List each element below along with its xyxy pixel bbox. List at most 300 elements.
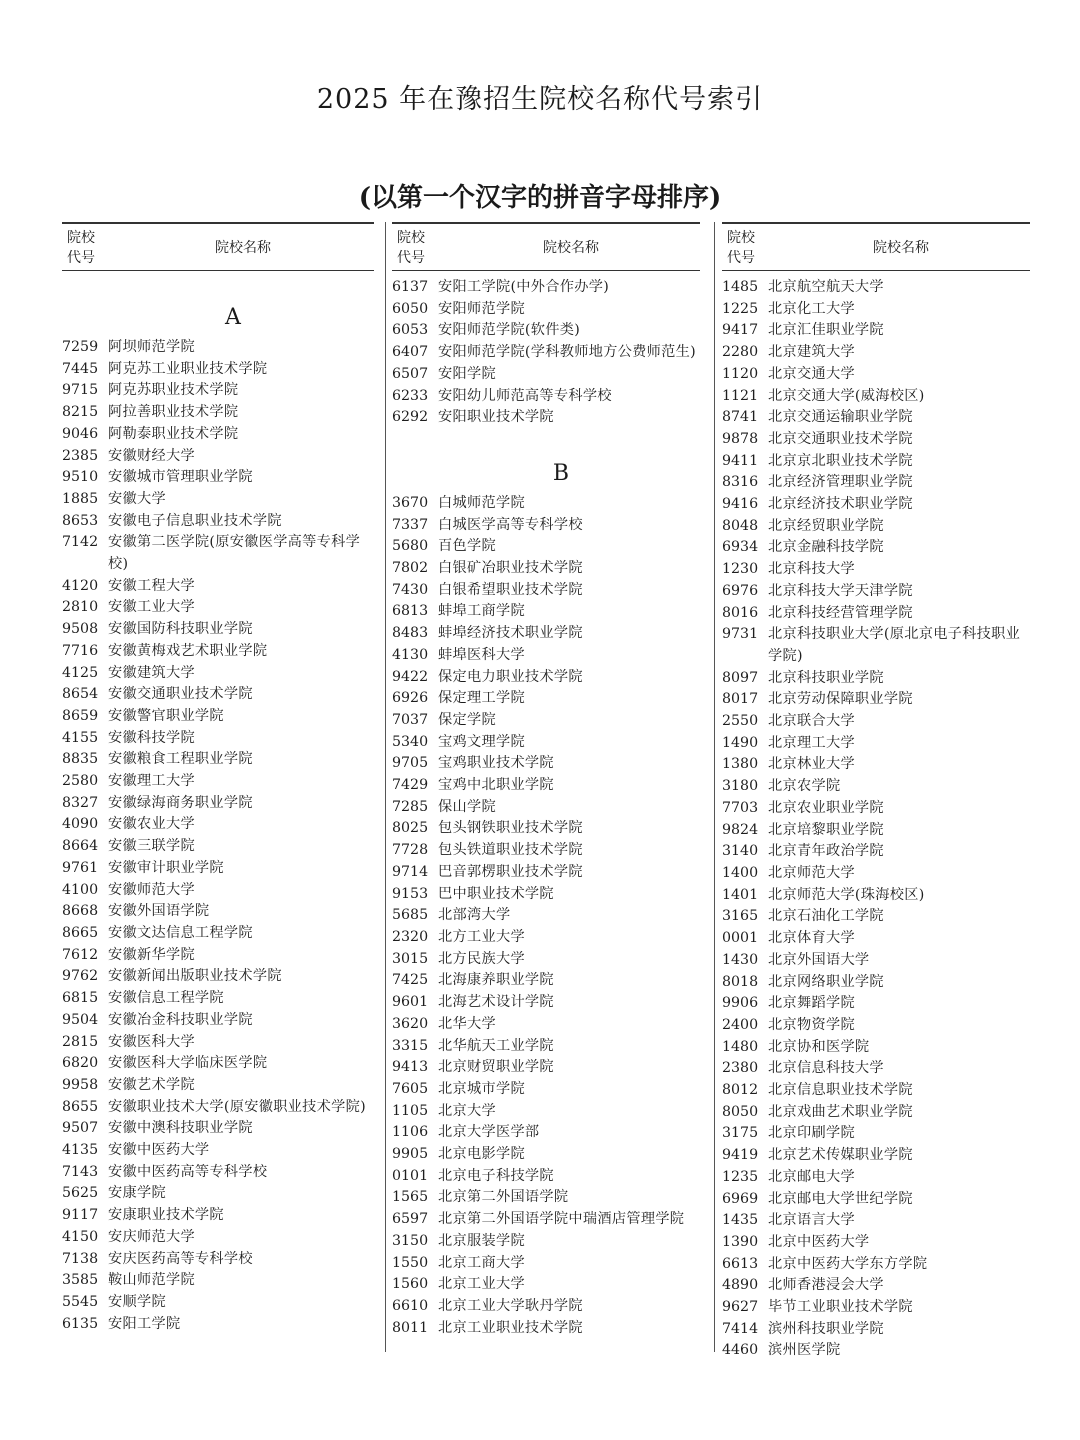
school-code: 1121 — [722, 387, 759, 404]
school-name: 北京联合大学 — [768, 713, 855, 730]
school-code: 9413 — [392, 1059, 429, 1076]
index-row — [62, 1075, 374, 1097]
index-row — [62, 684, 374, 706]
school-code: 9510 — [62, 469, 99, 486]
index-row — [62, 1205, 374, 1227]
school-code: 8025 — [392, 820, 429, 837]
school-code: 7138 — [62, 1250, 99, 1267]
page-title: 2025 年在豫招生院校名称代号索引 — [316, 84, 764, 115]
school-code: 5685 — [392, 907, 429, 924]
school-name: 宝鸡文理学院 — [438, 733, 525, 750]
school-name: 北京财贸职业学院 — [438, 1059, 554, 1076]
school-code: 9601 — [392, 994, 429, 1011]
header-name-label: 院校名称 — [215, 240, 271, 256]
school-name: 安徽财经大学 — [108, 447, 195, 464]
school-name: 安徽师范大学 — [108, 881, 195, 898]
index-row — [722, 581, 1030, 603]
school-code: 2810 — [62, 599, 99, 616]
school-code: 8050 — [722, 1103, 759, 1120]
school-code: 6813 — [392, 603, 429, 620]
school-name: 蚌埠医科大学 — [438, 646, 525, 663]
school-name: 北京艺术传媒职业学院 — [768, 1147, 913, 1164]
school-code: 5545 — [62, 1293, 99, 1310]
school-name: 北京交通大学(威海校区) — [768, 387, 925, 404]
school-code: 6050 — [392, 300, 429, 317]
school-code: 3140 — [722, 843, 759, 860]
school-code: 9762 — [62, 968, 99, 985]
school-code: 6597 — [392, 1211, 429, 1228]
index-row — [62, 1270, 374, 1292]
school-code: 6820 — [62, 1055, 99, 1072]
school-name: 安徽外国语学院 — [108, 903, 210, 920]
school-name: 北京服装学院 — [438, 1232, 525, 1249]
index-row — [392, 601, 700, 623]
school-name: 安徽城市管理职业学院 — [108, 469, 253, 486]
school-code: 5680 — [392, 538, 429, 555]
school-name: 安阳工学院(中外合作办学) — [438, 279, 610, 295]
index-row — [392, 949, 700, 971]
school-name: 阿拉善职业技术学院 — [108, 404, 239, 421]
school-code: 4125 — [62, 664, 99, 681]
school-code: 7285 — [392, 798, 429, 815]
page-subtitle: (以第一个汉字的拼音字母排序) — [358, 183, 722, 213]
school-name: 安徽中医药高等专科学校 — [108, 1163, 268, 1180]
school-code: 9508 — [62, 621, 99, 638]
school-name: 安徽农业大学 — [108, 816, 195, 833]
school-code: 1380 — [722, 756, 759, 773]
school-name: 安阳师范学院 — [438, 300, 525, 317]
school-code: 6407 — [392, 344, 429, 361]
index-row — [392, 320, 700, 342]
school-name: 保山学院 — [438, 798, 496, 815]
index-row — [722, 472, 1030, 494]
school-name: 安徽绿海商务职业学院 — [108, 794, 253, 811]
school-code: 9958 — [62, 1076, 99, 1093]
school-name: 安徽三联学院 — [108, 838, 195, 855]
school-name: 鞍山师范学院 — [108, 1272, 195, 1289]
school-name: 百色学院 — [438, 538, 496, 555]
school-code: 2385 — [62, 447, 99, 464]
school-name: 北京工业大学 — [438, 1276, 525, 1293]
index-row — [392, 667, 700, 689]
school-code: 9731 — [722, 626, 759, 643]
school-name: 北京城市学院 — [438, 1080, 525, 1097]
school-code: 1120 — [722, 365, 759, 382]
index-row — [62, 923, 374, 945]
index-row — [62, 1118, 374, 1140]
school-name: 保定电力职业技术学院 — [438, 668, 583, 685]
index-row — [392, 840, 700, 862]
school-name: 白城医学高等专科学校 — [438, 516, 583, 533]
index-row — [62, 446, 374, 468]
index-row — [722, 711, 1030, 733]
school-code: 6969 — [722, 1190, 759, 1207]
index-row — [392, 905, 700, 927]
school-name: 北京印刷学院 — [768, 1125, 855, 1142]
school-name: 北京汇佳职业学院 — [768, 322, 884, 339]
school-name: 安徽医科大学临床医学院 — [108, 1055, 268, 1072]
school-code: 4155 — [62, 729, 99, 746]
school-code: 0101 — [392, 1167, 429, 1184]
school-name: 北京农学院 — [768, 778, 841, 795]
school-name: 北方工业大学 — [438, 928, 525, 945]
school-name: 北京协和医学院 — [768, 1038, 870, 1055]
school-code: 8835 — [62, 751, 99, 768]
index-row — [722, 320, 1030, 342]
index-row — [722, 668, 1030, 690]
school-code: 9507 — [62, 1120, 99, 1137]
school-name: 北海艺术设计学院 — [438, 994, 554, 1011]
school-code: 8048 — [722, 517, 759, 534]
school-code: 9411 — [722, 452, 759, 469]
school-name: 宝鸡职业技术学院 — [438, 755, 554, 772]
school-name: 安徽审计职业学院 — [108, 859, 224, 876]
index-row — [722, 1340, 1030, 1362]
index-row — [62, 1010, 374, 1032]
school-name: 北京科技职业大学(原北京电子科技职业学院) — [768, 626, 1021, 664]
school-code: 1435 — [722, 1212, 759, 1229]
school-name: 北京交通职业技术学院 — [768, 430, 913, 447]
index-row — [62, 771, 374, 793]
school-name: 安徽理工大学 — [108, 773, 195, 790]
index-row — [392, 775, 700, 797]
school-name: 包头铁道职业技术学院 — [438, 842, 583, 859]
school-code: 8011 — [392, 1319, 429, 1336]
school-name: 安徽科技学院 — [108, 729, 195, 746]
school-name: 安徽新闻出版职业技术学院 — [108, 968, 282, 985]
index-row — [722, 1275, 1030, 1297]
school-code: 7425 — [392, 972, 429, 989]
column-rows — [62, 271, 374, 1335]
school-name: 北京理工大学 — [768, 734, 855, 751]
school-name: 北京外国语大学 — [768, 951, 870, 968]
school-name: 毕节工业职业技术学院 — [768, 1299, 913, 1316]
school-name: 北京电子科技学院 — [438, 1167, 554, 1184]
index-row — [722, 798, 1030, 820]
school-code: 7429 — [392, 777, 429, 794]
index-row — [62, 1227, 374, 1249]
school-name: 北京航空航天大学 — [768, 279, 884, 295]
school-name: 安徽信息工程学院 — [108, 990, 224, 1007]
index-row — [722, 537, 1030, 559]
index-row — [722, 928, 1030, 950]
school-code: 8215 — [62, 404, 99, 421]
index-row — [392, 623, 700, 645]
school-code: 1490 — [722, 734, 759, 751]
school-code: 7037 — [392, 711, 429, 728]
school-name: 北京大学 — [438, 1102, 496, 1119]
school-code: 8018 — [722, 973, 759, 990]
school-name: 安徽工业大学 — [108, 599, 195, 616]
school-code: 3315 — [392, 1037, 429, 1054]
school-code: 6976 — [722, 582, 759, 599]
header-code-label: 院校代号 — [727, 230, 755, 266]
index-row — [722, 364, 1030, 386]
school-code: 1885 — [62, 490, 99, 507]
index-row — [392, 884, 700, 906]
school-name: 北京电影学院 — [438, 1146, 525, 1163]
index-row — [392, 1318, 700, 1340]
school-name: 北华大学 — [438, 1015, 496, 1032]
school-name: 滨州医学院 — [768, 1342, 841, 1359]
index-row — [392, 580, 700, 602]
index-row — [62, 511, 374, 533]
school-code: 1401 — [722, 886, 759, 903]
index-row — [62, 1292, 374, 1314]
school-code: 4890 — [722, 1277, 759, 1294]
school-name: 北京邮电大学世纪学院 — [768, 1190, 913, 1207]
school-name: 安徽建筑大学 — [108, 664, 195, 681]
index-row — [722, 841, 1030, 863]
school-code: 8016 — [722, 604, 759, 621]
school-name: 安庆医药高等专科学校 — [108, 1250, 253, 1267]
school-code: 8653 — [62, 512, 99, 529]
school-code: 3150 — [392, 1232, 429, 1249]
index-row — [392, 1101, 700, 1123]
index-row — [722, 494, 1030, 516]
school-code: 4460 — [722, 1342, 759, 1359]
school-name: 白银希望职业技术学院 — [438, 581, 583, 598]
index-row — [62, 793, 374, 815]
index-row — [722, 624, 1030, 667]
index-row — [62, 988, 374, 1010]
index-row — [722, 993, 1030, 1015]
school-name: 北京培黎职业学院 — [768, 821, 884, 838]
index-row — [392, 558, 700, 580]
school-name: 白银矿冶职业技术学院 — [438, 560, 583, 577]
school-name: 北京戏曲艺术职业学院 — [768, 1103, 913, 1120]
school-code: 9046 — [62, 425, 99, 442]
school-name: 阿克苏职业技术学院 — [108, 382, 239, 399]
school-name: 安徽第二医学院(原安徽医学高等专科学校) — [108, 534, 361, 573]
index-row — [392, 710, 700, 732]
school-name: 安徽粮食工程职业学院 — [108, 751, 253, 768]
school-code: 9905 — [392, 1146, 429, 1163]
school-name: 巴音郭楞职业技术学院 — [438, 863, 583, 880]
index-column-1 — [62, 222, 374, 1350]
index-row — [392, 277, 700, 299]
school-code: 3585 — [62, 1272, 99, 1289]
school-code: 1565 — [392, 1189, 429, 1206]
index-row — [62, 858, 374, 880]
header-code-label: 院校代号 — [67, 230, 95, 266]
index-column-2 — [392, 222, 700, 1350]
school-code: 4120 — [62, 577, 99, 594]
school-name: 安阳工学院 — [108, 1315, 181, 1332]
section-letter: B — [552, 460, 570, 486]
school-code: 2280 — [722, 344, 759, 361]
school-code: 6233 — [392, 387, 429, 404]
school-name: 安徽交通职业技术学院 — [108, 686, 253, 703]
school-code: 7414 — [722, 1320, 759, 1337]
school-code: 1225 — [722, 300, 759, 317]
school-name: 滨州科技职业学院 — [768, 1320, 884, 1337]
school-name: 安徽中医药大学 — [108, 1142, 210, 1159]
index-row — [62, 619, 374, 641]
school-name: 北部湾大学 — [438, 907, 511, 924]
index-row — [722, 1015, 1030, 1037]
school-code: 3180 — [722, 778, 759, 795]
index-row — [62, 706, 374, 728]
index-row — [392, 1166, 700, 1188]
school-code: 6613 — [722, 1255, 759, 1272]
school-code: 4135 — [62, 1142, 99, 1159]
school-name: 北京网络职业学院 — [768, 973, 884, 990]
school-name: 北京第二外国语学院 — [438, 1189, 569, 1206]
school-code: 7802 — [392, 560, 429, 577]
school-code: 7142 — [62, 534, 99, 551]
school-code: 3015 — [392, 950, 429, 967]
index-row — [392, 1231, 700, 1253]
school-code: 2400 — [722, 1016, 759, 1033]
school-name: 北京建筑大学 — [768, 344, 855, 361]
index-row — [392, 1079, 700, 1101]
school-name: 安徽黄梅戏艺术职业学院 — [108, 642, 268, 659]
school-name: 北京邮电大学 — [768, 1168, 855, 1185]
school-code: 4100 — [62, 881, 99, 898]
school-code: 3670 — [392, 494, 429, 511]
index-row — [722, 950, 1030, 972]
index-row — [62, 359, 374, 381]
school-code: 8654 — [62, 686, 99, 703]
school-code: 1106 — [392, 1124, 429, 1141]
index-row — [62, 1183, 374, 1205]
index-row — [62, 814, 374, 836]
school-code: 9705 — [392, 755, 429, 772]
school-code: 1235 — [722, 1168, 759, 1185]
school-code: 7605 — [392, 1080, 429, 1097]
index-row — [392, 515, 700, 537]
index-row — [62, 966, 374, 988]
index-row — [392, 862, 700, 884]
school-name: 安徽冶金科技职业学院 — [108, 1011, 253, 1028]
index-row — [392, 970, 700, 992]
school-name: 北京科技大学 — [768, 561, 855, 578]
index-row — [392, 753, 700, 775]
index-row — [722, 906, 1030, 928]
school-code: 6292 — [392, 409, 429, 426]
index-row — [62, 402, 374, 424]
school-code: 9627 — [722, 1299, 759, 1316]
school-name: 安康学院 — [108, 1185, 166, 1202]
school-name: 安阳学院 — [438, 365, 496, 382]
school-code: 7445 — [62, 360, 99, 377]
index-row — [62, 880, 374, 902]
school-code: 9878 — [722, 430, 759, 447]
school-name: 蚌埠经济技术职业学院 — [438, 625, 583, 642]
school-code: 1485 — [722, 279, 759, 295]
school-code: 2320 — [392, 928, 429, 945]
index-row — [392, 536, 700, 558]
school-code: 7716 — [62, 642, 99, 659]
school-code: 1550 — [392, 1254, 429, 1271]
school-name: 北京京北职业技术学院 — [768, 452, 913, 469]
index-row — [392, 386, 700, 408]
school-name: 安徽艺术学院 — [108, 1076, 195, 1093]
school-code: 8655 — [62, 1098, 99, 1115]
school-name: 巴中职业技术学院 — [438, 885, 554, 902]
index-row — [392, 797, 700, 819]
index-row — [392, 342, 700, 364]
index-row — [392, 299, 700, 321]
school-code: 7143 — [62, 1163, 99, 1180]
column-divider — [385, 222, 386, 1352]
index-row — [722, 1058, 1030, 1080]
index-row — [62, 424, 374, 446]
school-code: 2815 — [62, 1033, 99, 1050]
school-code: 6053 — [392, 322, 429, 339]
index-row — [392, 407, 700, 429]
school-name: 宝鸡中北职业学院 — [438, 777, 554, 794]
school-name: 阿坝师范学院 — [108, 339, 195, 355]
school-name: 安徽文达信息工程学院 — [108, 924, 253, 941]
school-name: 北京工商大学 — [438, 1254, 525, 1271]
index-row — [722, 972, 1030, 994]
header-name-label: 院校名称 — [873, 240, 929, 256]
school-code: 5625 — [62, 1185, 99, 1202]
index-row — [392, 1209, 700, 1231]
school-code: 8665 — [62, 924, 99, 941]
index-row — [722, 1210, 1030, 1232]
school-code: 9419 — [722, 1147, 759, 1164]
index-row — [722, 386, 1030, 408]
index-row — [392, 1144, 700, 1166]
school-name: 安阳师范学院(学科教师地方公费师范生) — [438, 344, 696, 361]
school-code: 8316 — [722, 474, 759, 491]
school-code: 6135 — [62, 1315, 99, 1332]
school-code: 2550 — [722, 713, 759, 730]
school-name: 蚌埠工商学院 — [438, 603, 525, 620]
index-row — [722, 689, 1030, 711]
index-row — [722, 407, 1030, 429]
school-code: 5340 — [392, 733, 429, 750]
school-name: 北京劳动保障职业学院 — [768, 691, 913, 708]
index-row — [722, 1037, 1030, 1059]
index-row — [722, 1145, 1030, 1167]
index-row — [722, 1102, 1030, 1124]
column-header — [722, 222, 1030, 271]
header-code-label: 院校代号 — [397, 230, 425, 266]
school-code: 6610 — [392, 1297, 429, 1314]
school-name: 安徽大学 — [108, 490, 166, 507]
school-name: 北京经济管理职业学院 — [768, 474, 913, 491]
index-row — [62, 728, 374, 750]
school-code: 4130 — [392, 646, 429, 663]
index-row — [392, 1014, 700, 1036]
index-row — [62, 532, 374, 575]
index-row — [62, 1249, 374, 1271]
header-name-label: 院校名称 — [543, 240, 599, 256]
index-row — [62, 901, 374, 923]
index-row — [62, 945, 374, 967]
school-code: 1430 — [722, 951, 759, 968]
index-row — [392, 493, 700, 515]
school-code: 1105 — [392, 1102, 429, 1119]
school-code: 2380 — [722, 1060, 759, 1077]
index-row — [722, 1189, 1030, 1211]
index-column-3 — [722, 222, 1030, 1359]
school-name: 北京经贸职业学院 — [768, 517, 884, 534]
school-code: 8012 — [722, 1082, 759, 1099]
school-name: 北京青年政治学院 — [768, 843, 884, 860]
school-name: 安庆师范大学 — [108, 1228, 195, 1245]
school-name: 北方民族大学 — [438, 950, 525, 967]
column-header — [392, 222, 700, 271]
school-name: 北海康养职业学院 — [438, 972, 554, 989]
index-row — [62, 1140, 374, 1162]
school-name: 北京大学医学部 — [438, 1124, 540, 1141]
school-name: 保定学院 — [438, 711, 496, 728]
